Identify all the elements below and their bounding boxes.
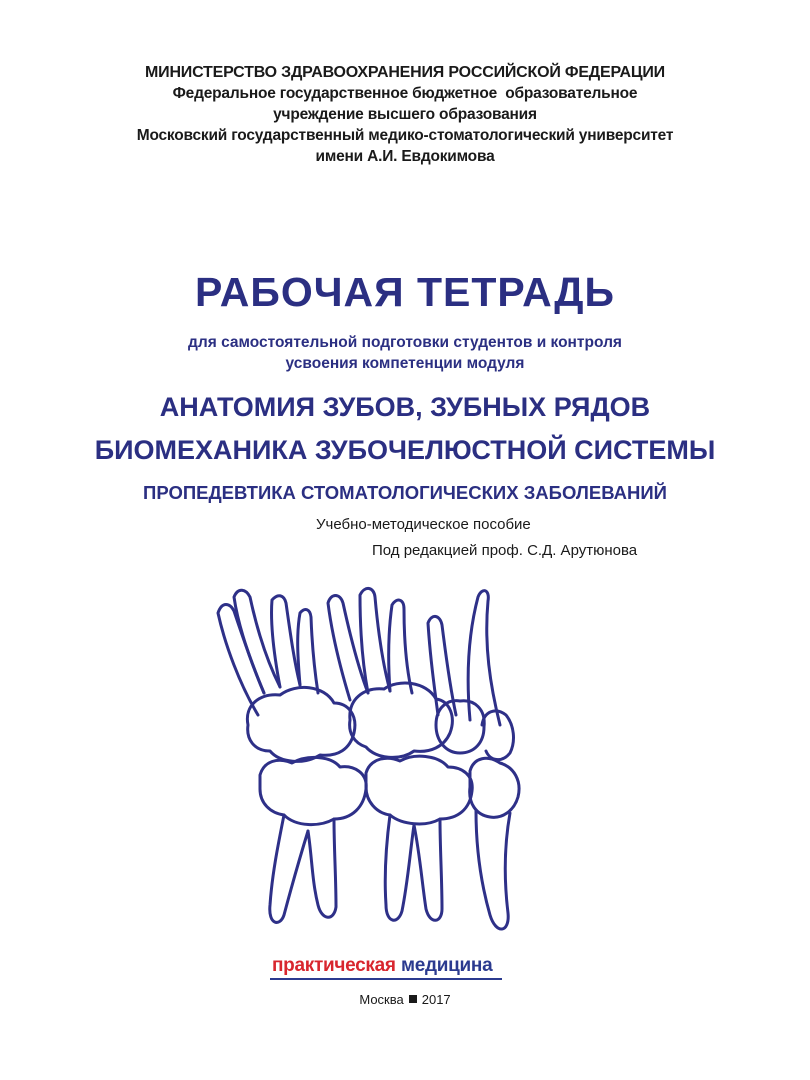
module-title-1: АНАТОМИЯ ЗУБОВ, ЗУБНЫХ РЯДОВ bbox=[159, 392, 651, 422]
publisher-logo-underline bbox=[270, 978, 502, 980]
lower-molar-root-4 bbox=[414, 819, 442, 920]
lower-molar-crown-2 bbox=[366, 756, 472, 824]
upper-molar-crown-1 bbox=[247, 687, 355, 761]
publisher-header bbox=[0, 62, 810, 167]
institution-line-1: Федеральное государственное бюджетное образовательное bbox=[172, 85, 638, 102]
publisher-logo bbox=[270, 955, 502, 981]
institution-line-2: учреждение высшего образования bbox=[273, 106, 537, 123]
upper-molar-root-6 bbox=[360, 588, 390, 693]
upper-molar-root-3 bbox=[271, 596, 300, 687]
book-title: РАБОЧАЯ ТЕТРАДЬ bbox=[195, 269, 615, 315]
lower-molar-root-2 bbox=[308, 819, 336, 917]
lower-premolar-crown bbox=[470, 758, 519, 817]
upper-molar-root-7 bbox=[389, 600, 412, 693]
lower-molar-crown-1 bbox=[260, 757, 366, 824]
subtitle-line-2: усвоения компетенции модуля bbox=[285, 355, 525, 372]
subtitle-line-1: для самостоятельной подготовки студентов и контроля bbox=[188, 334, 622, 351]
university-line: Московский государственный медико-стоматологический университет bbox=[136, 127, 674, 144]
upper-premolar-crown bbox=[436, 701, 484, 753]
lower-molar-root-1 bbox=[270, 815, 308, 922]
book-subtitle bbox=[0, 332, 810, 374]
place-and-year bbox=[0, 991, 810, 1009]
lower-molar-root-3 bbox=[385, 815, 414, 920]
lower-premolar-root bbox=[476, 811, 510, 929]
publication-place: Москва bbox=[359, 992, 404, 1007]
publisher-logo-word-2: медицина bbox=[401, 955, 493, 976]
module-title-2: БИОМЕХАНИКА ЗУБОЧЕЛЮСТНОЙ СИСТЕМЫ bbox=[94, 435, 716, 465]
separator-square-icon bbox=[409, 995, 417, 1003]
upper-canine-root bbox=[468, 591, 500, 725]
editor-credit: Под редакцией проф. С.Д. Арутюнова bbox=[372, 542, 638, 559]
module-title-3: ПРОПЕДЕВТИКА СТОМАТОЛОГИЧЕСКИХ ЗАБОЛЕВАНИЙ bbox=[143, 482, 667, 503]
upper-molar-root-4 bbox=[298, 610, 318, 693]
publication-year: 2017 bbox=[421, 992, 451, 1007]
named-after-line: имени А.И. Евдокимова bbox=[315, 148, 495, 165]
manual-type: Учебно-методическое пособие bbox=[316, 516, 531, 533]
publisher-logo-word-1: практическая bbox=[272, 955, 396, 976]
teeth-illustration bbox=[200, 575, 550, 950]
ministry-line: МИНИСТЕРСТВО ЗДРАВООХРАНЕНИЯ РОССИЙСКОЙ ФЕДЕРАЦИИ bbox=[145, 64, 665, 81]
